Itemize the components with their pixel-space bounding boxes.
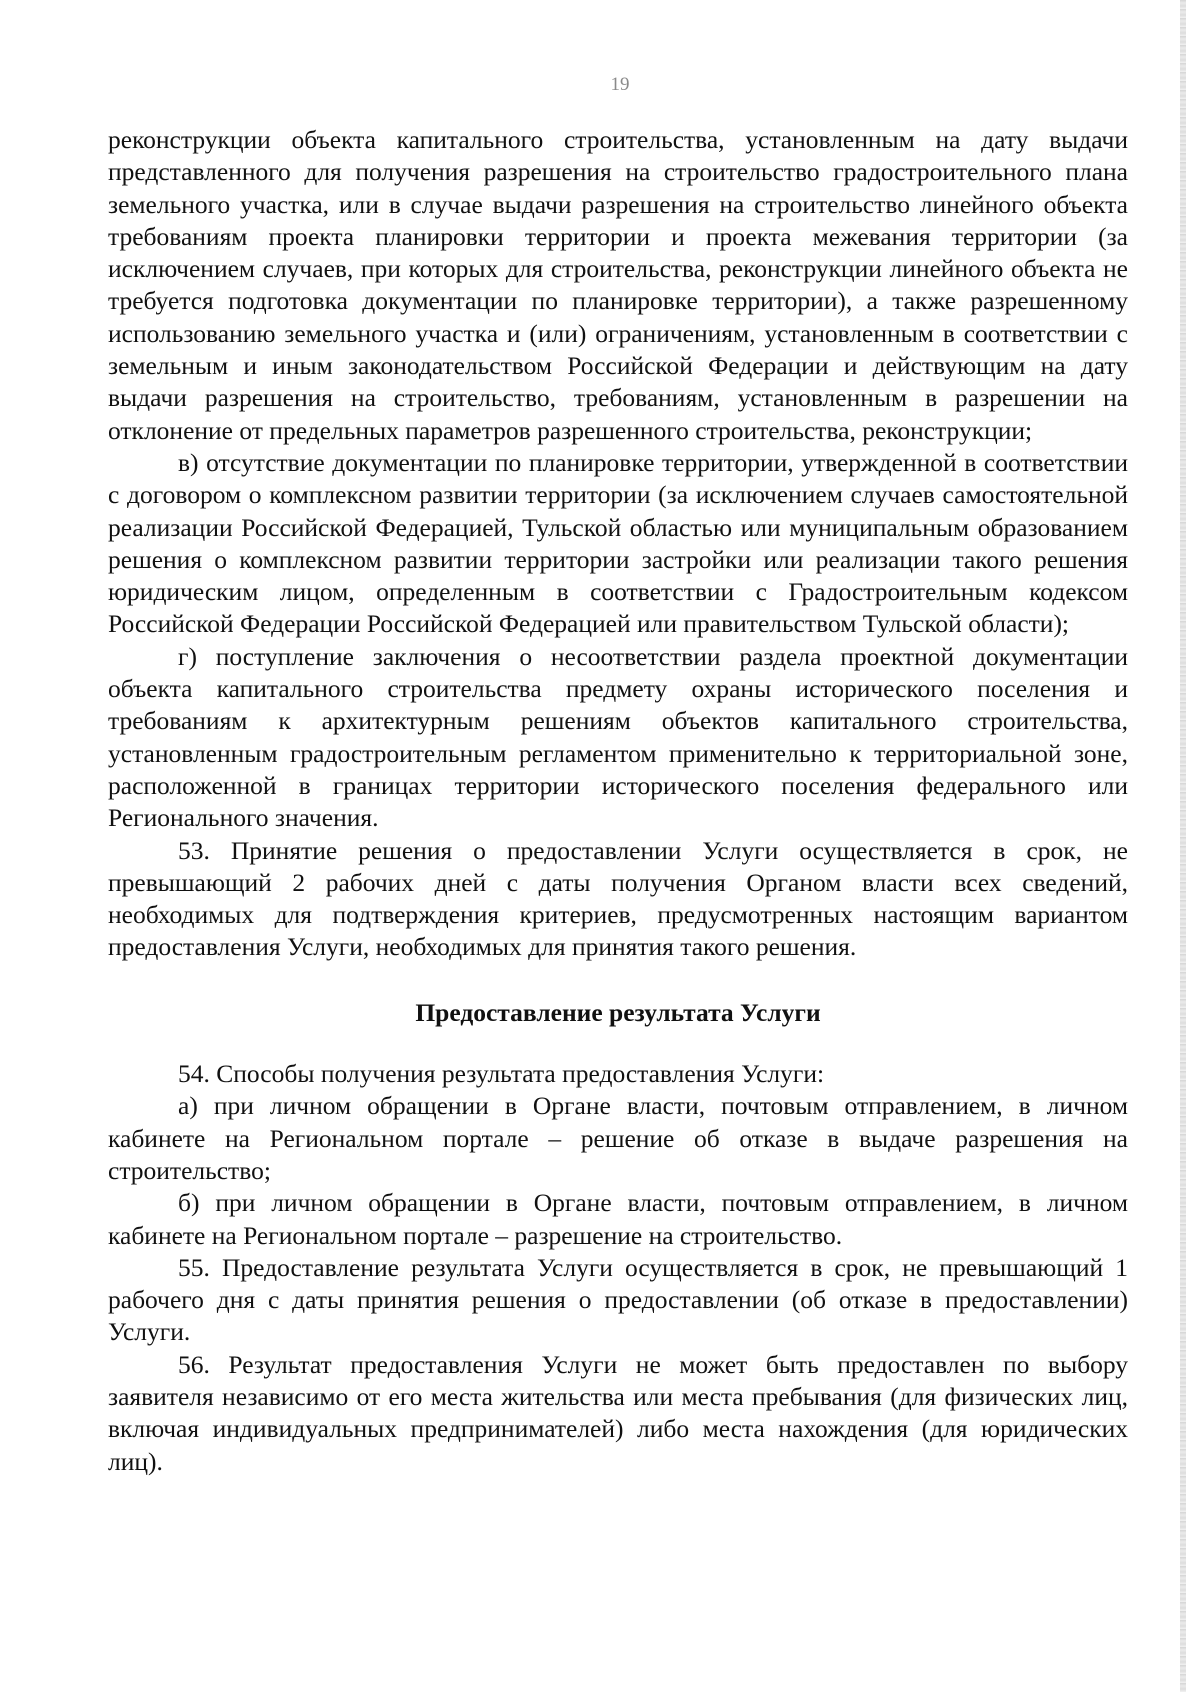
document-body	[108, 124, 1128, 1478]
spacer	[108, 964, 1128, 997]
paragraph-item-g: г) поступление заключения о несоответствии раздела проектной документации объекта капитального строительства предмету охраны исторического поселения и требованиям к архитектурным решениям объектов капитального строительства, установленным градостроительным регламентом применительно к территориальной зоне, расположенной в границах территории исторического поселения федерального или Регионального значения.	[108, 641, 1128, 833]
paragraph-53: 53. Принятие решения о предоставлении Услуги осуществляется в срок, не превышающий 2 рабочих дней с даты получения Органом власти всех сведений, необходимых для подтверждения критериев, предусмотренных настоящим вариантом предоставления Услуги, необходимых для принятия такого решения.	[108, 835, 1128, 962]
paragraph-55: 55. Предоставление результата Услуги осуществляется в срок, не превышающий 1 рабочего дня с даты принятия решения о предоставлении (об отказе в предоставлении) Услуги.	[108, 1252, 1128, 1347]
paragraph-item-v: в) отсутствие документации по планировке территории, утвержденной в соответствии с договором о комплексном развитии территории (за исключением случаев самостоятельной реализации Российской Федерацией, Тульской областью или муниципальным образованием решения о комплексном развитии территории застройки или реализации такого решения юридическим лицом, определенным в соответствии с Градостроительным кодексом Российской Федерации Российской Федерацией или правительством Тульской области);	[108, 447, 1128, 639]
scan-edge-artifact	[1180, 0, 1186, 1692]
spacer	[108, 1029, 1128, 1058]
page-number: 19	[610, 74, 630, 95]
paragraph-56: 56. Результат предоставления Услуги не может быть предоставлен по выбору заявителя независимо от его места жительства или места пребывания (для физических лиц, включая индивидуальных предпринимателей) либо места нахождения (для юридических лиц).	[108, 1349, 1128, 1476]
paragraph-54-a: а) при личном обращении в Органе власти, почтовым отправлением, в личном кабинете на Региональном портале – решение об отказе в выдаче разрешения на строительство;	[108, 1091, 1128, 1185]
paragraph-54: 54. Способы получения результата предоставления Услуги:	[178, 1059, 825, 1089]
paragraph-intro: реконструкции объекта капитального строительства, установленным на дату выдачи представленного для получения разрешения на строительство градостроительного плана земельного участка, или в случае выдачи разрешения на строительство линейного объекта требованиям проекта планировки территории и проекта межевания территории (за исключением случаев, при которых для строительства, реконструкции линейного объекта не требуется подготовка документации по планировке территории), а также разрешенному использованию земельного участка и (или) ограничениям, установленным в соответствии с земельным и иным законодательством Российской Федерации и действующим на дату выдачи разрешения на строительство, требованиям, установленным в разрешении на отклонение от предельных параметров разрешенного строительства, реконструкции;	[108, 125, 1128, 445]
paragraph-54-b: б) при личном обращении в Органе власти, почтовым отправлением, в личном кабинете на Региональном портале – разрешение на строительство.	[108, 1188, 1128, 1250]
section-heading: Предоставление результата Услуги	[415, 997, 821, 1027]
